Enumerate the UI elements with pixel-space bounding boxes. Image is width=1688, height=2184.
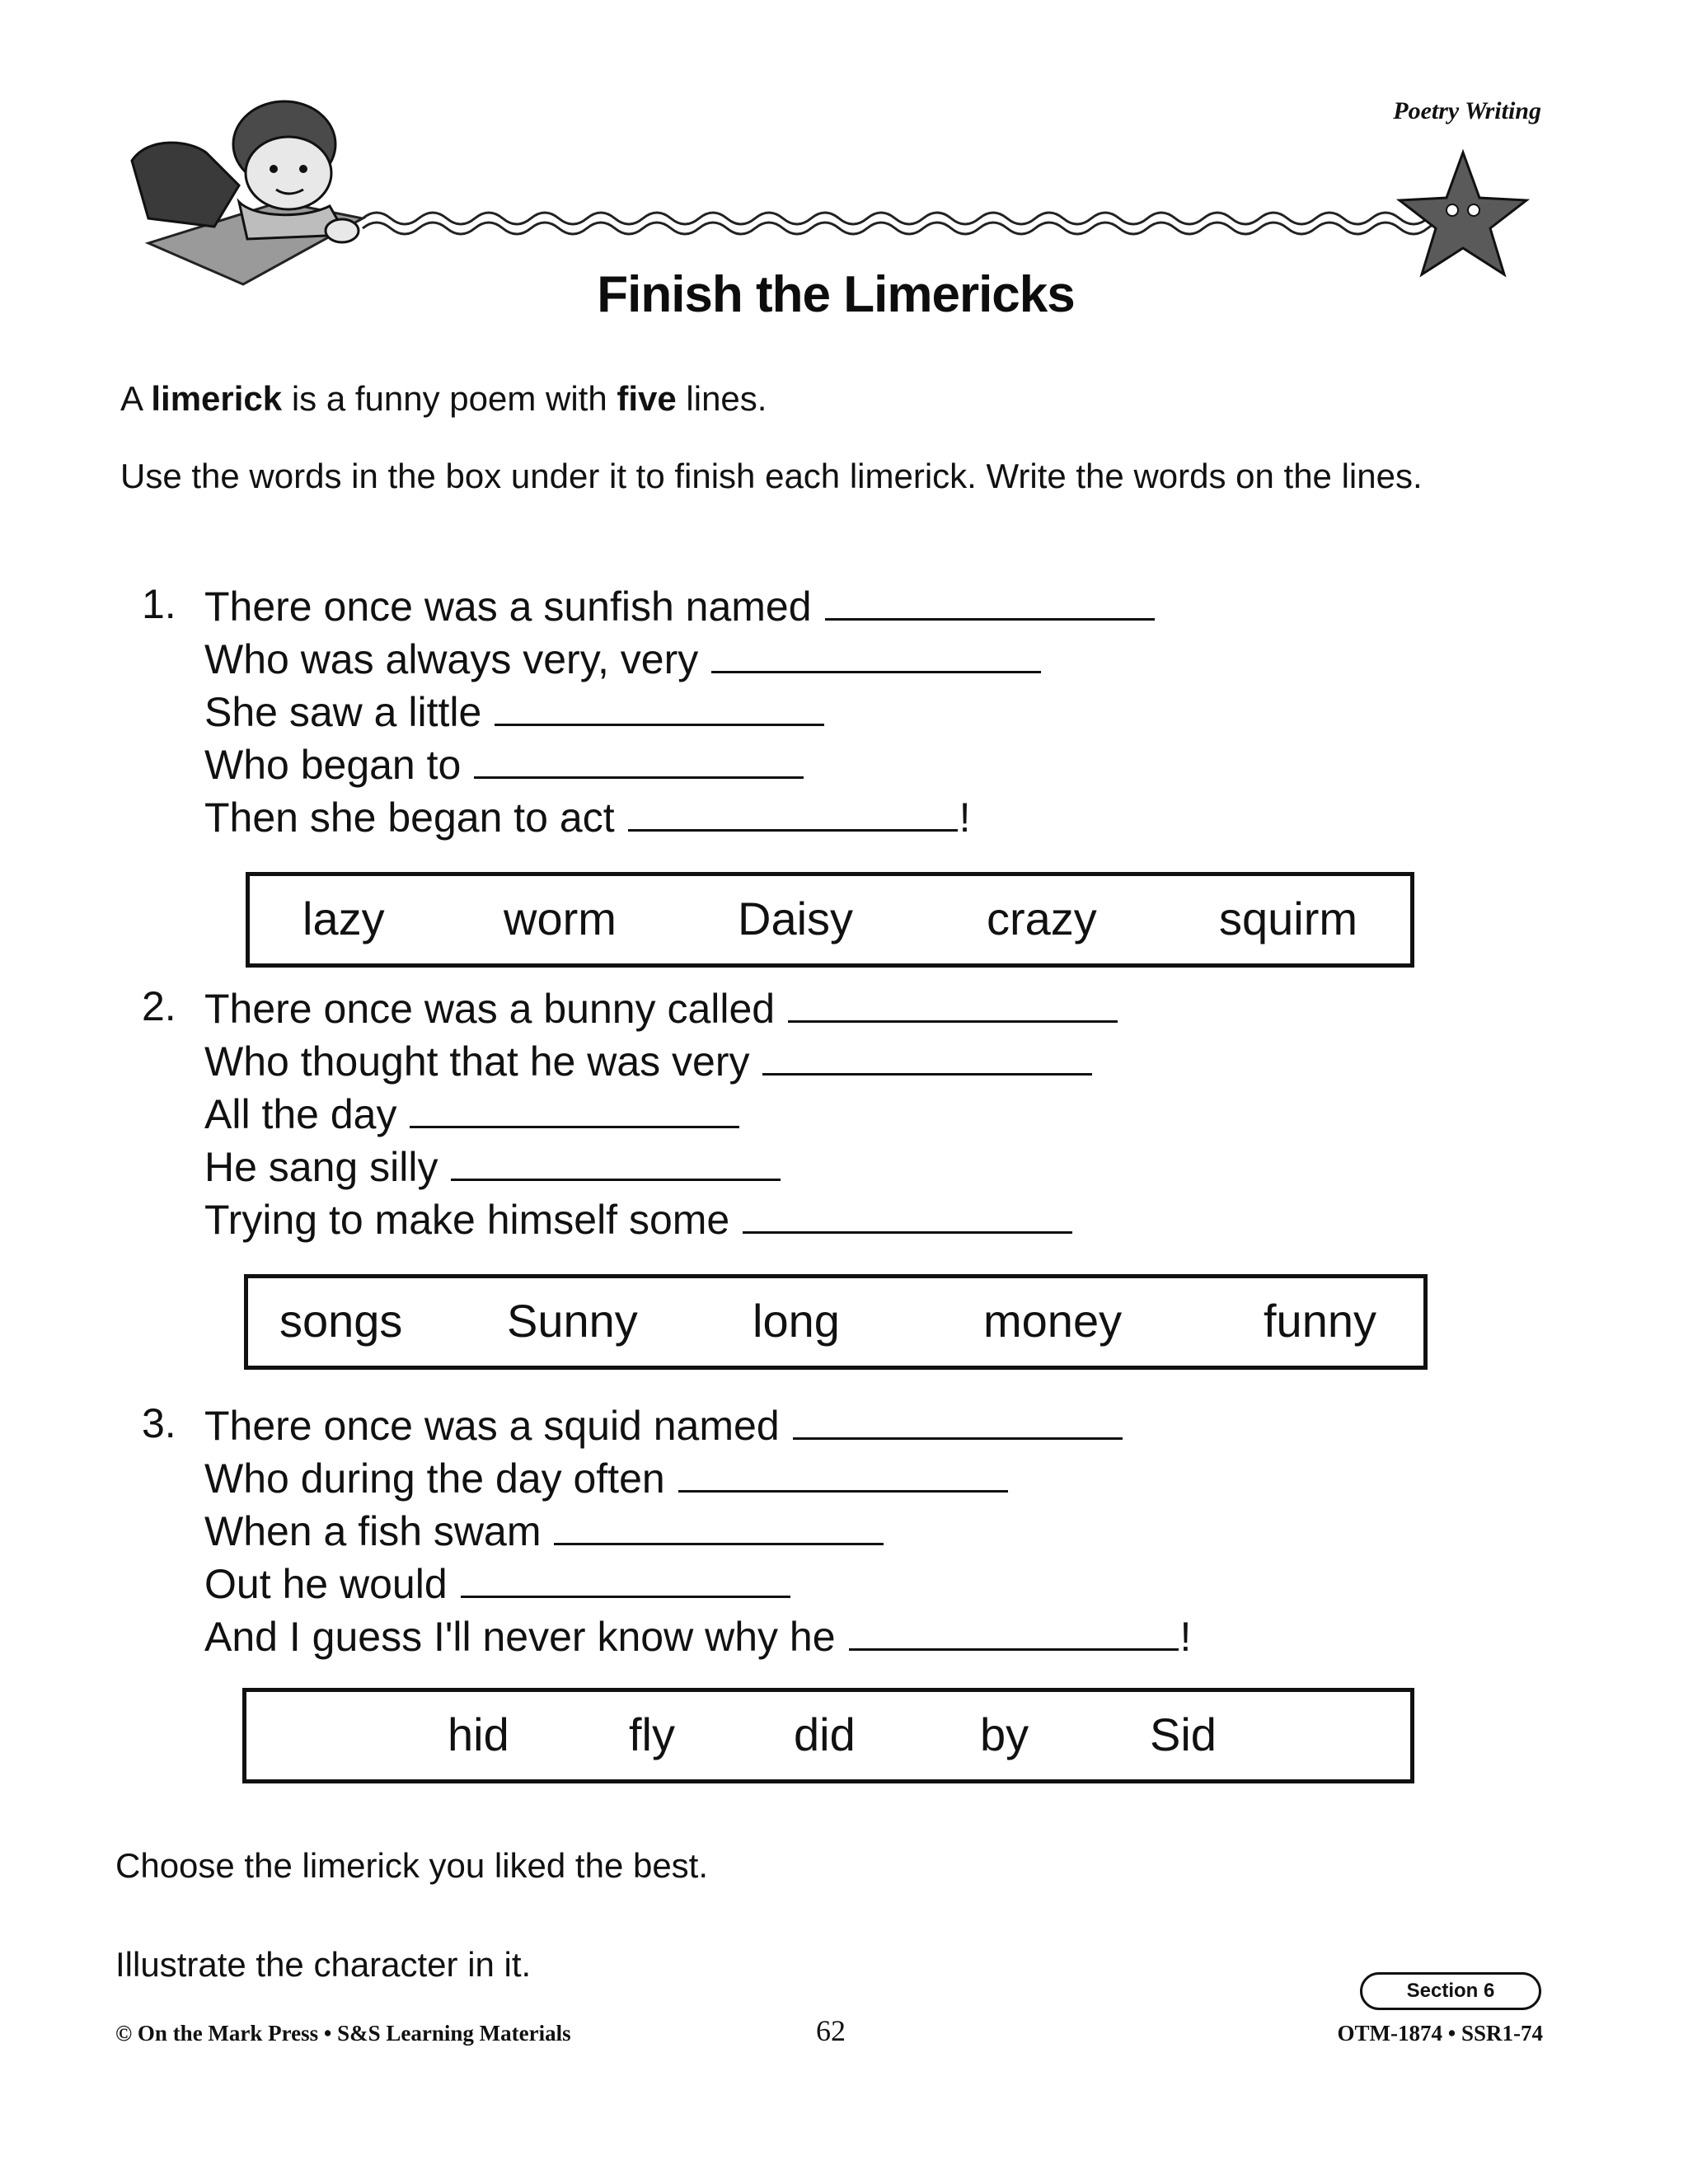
- word-option: Sunny: [507, 1295, 638, 1347]
- limerick-number: 2.: [142, 983, 176, 1029]
- limerick-line: Trying to make himself some: [204, 1193, 1072, 1246]
- limerick-line: He sang silly: [204, 1141, 781, 1193]
- word-option: long: [753, 1295, 840, 1347]
- word-option: squirm: [1219, 893, 1358, 945]
- answer-blank[interactable]: [762, 1035, 1092, 1076]
- product-code: OTM-1874 • SSR1-74: [1337, 2021, 1543, 2046]
- page-number: 62: [816, 2014, 846, 2047]
- closing-instruction-1: Choose the limerick you liked the best.: [115, 1846, 709, 1885]
- limerick-line: Who thought that he was very: [204, 1035, 1092, 1088]
- limerick-line: Who began to: [204, 738, 804, 791]
- word-box-1: [246, 872, 1414, 968]
- wavy-rope-divider: [363, 213, 1484, 234]
- closing-instruction-2: Illustrate the character in it.: [115, 1945, 532, 1984]
- header-illustration: [115, 95, 1550, 293]
- limerick-line: Out he would: [204, 1558, 790, 1610]
- word-option: worm: [504, 893, 617, 945]
- page-title: Finish the Limericks: [597, 266, 1075, 323]
- answer-blank[interactable]: [628, 791, 958, 832]
- limerick-line: There once was a bunny called: [204, 982, 1118, 1035]
- limerick-number: 3.: [142, 1400, 176, 1446]
- word-option: hid: [448, 1708, 509, 1761]
- limerick-number: 1.: [142, 581, 176, 627]
- limerick-line: She saw a little: [204, 686, 824, 738]
- word-option: money: [983, 1295, 1123, 1347]
- word-box-2: [244, 1274, 1428, 1370]
- answer-blank[interactable]: [461, 1558, 790, 1598]
- answer-blank[interactable]: [451, 1141, 781, 1181]
- limerick-line: Who was always very, very: [204, 633, 1041, 686]
- limerick-line: There once was a squid named: [204, 1399, 1123, 1452]
- word-option: did: [794, 1708, 856, 1761]
- word-option: by: [980, 1708, 1029, 1761]
- limerick-line: Who during the day often: [204, 1452, 1008, 1505]
- answer-blank[interactable]: [410, 1088, 739, 1128]
- word-option: Sid: [1150, 1708, 1217, 1761]
- answer-blank[interactable]: [743, 1193, 1072, 1234]
- word-option: songs: [279, 1295, 403, 1347]
- word-option: Daisy: [738, 893, 854, 945]
- answer-blank[interactable]: [849, 1610, 1179, 1651]
- answer-blank[interactable]: [825, 580, 1155, 621]
- word-option: lazy: [302, 893, 385, 945]
- word-option: funny: [1264, 1295, 1376, 1347]
- answer-blank[interactable]: [495, 686, 824, 726]
- intro-definition: A limerick is a funny poem with five lines.: [120, 379, 767, 418]
- copyright-text: © On the Mark Press • S&S Learning Materials: [115, 2021, 571, 2046]
- section-badge: Section 6: [1360, 1972, 1541, 2010]
- answer-blank[interactable]: [711, 633, 1041, 673]
- limerick-line: Then she began to act !: [204, 791, 971, 844]
- word-option: fly: [629, 1708, 675, 1761]
- word-box-3: [242, 1688, 1414, 1783]
- word-option: crazy: [987, 893, 1097, 945]
- star-icon: [1400, 152, 1526, 274]
- limerick-line: And I guess I'll never know why he !: [204, 1610, 1191, 1663]
- limerick-line: There once was a sunfish named: [204, 580, 1155, 633]
- answer-blank[interactable]: [793, 1399, 1123, 1440]
- answer-blank[interactable]: [678, 1452, 1008, 1493]
- child-drawing-illustration: [132, 101, 363, 284]
- category-label: Poetry Writing: [1393, 97, 1541, 124]
- limerick-line: All the day: [204, 1088, 739, 1141]
- limerick-line: When a fish swam: [204, 1505, 884, 1558]
- intro-instructions: Use the words in the box under it to finish each limerick. Write the words on the lines.: [120, 457, 1423, 495]
- answer-blank[interactable]: [788, 982, 1118, 1023]
- answer-blank[interactable]: [474, 738, 804, 779]
- answer-blank[interactable]: [554, 1505, 884, 1545]
